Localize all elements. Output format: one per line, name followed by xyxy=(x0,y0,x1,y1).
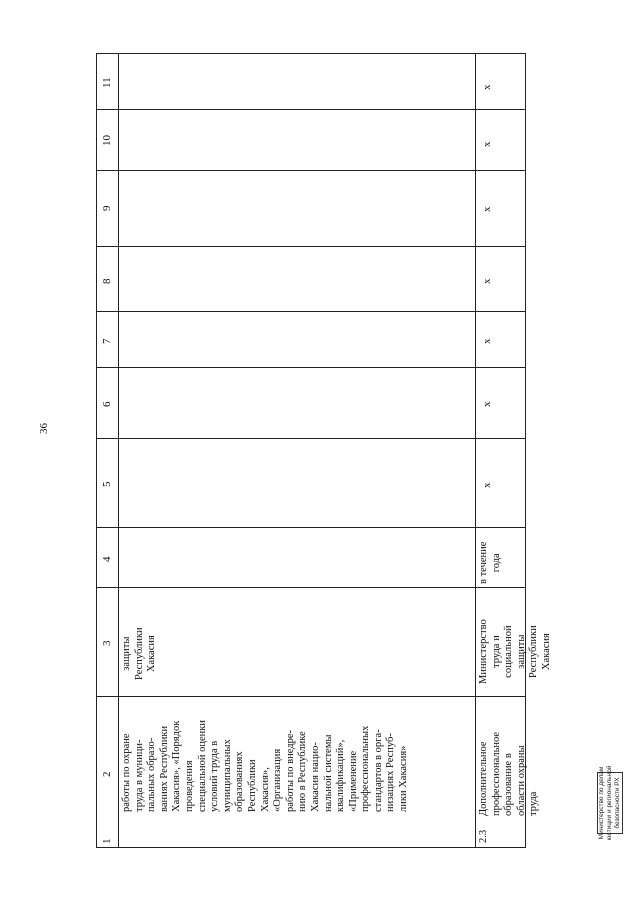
cell-mark-col-11: x xyxy=(481,84,493,90)
header-col-4: 4 xyxy=(101,556,113,562)
header-col-2: 2 xyxy=(101,771,113,777)
header-col-10: 10 xyxy=(101,135,113,146)
grid-line xyxy=(97,109,525,110)
grid-line xyxy=(97,438,525,439)
grid-line xyxy=(475,54,476,847)
cell-executor-continued: защиты Республики Хакасия xyxy=(121,627,158,680)
stamp-line: Министерство по делам xyxy=(598,766,605,840)
cell-mark-col-9: x xyxy=(481,206,493,212)
grid-line xyxy=(97,246,525,247)
cell-executor: Министерство труда и социальной защиты Республики Хакасия xyxy=(478,619,552,684)
cell-row-number: 2.3 xyxy=(478,829,489,843)
grid-line xyxy=(97,170,525,171)
registration-stamp xyxy=(597,765,623,841)
grid-line xyxy=(118,54,119,847)
header-col-5: 5 xyxy=(101,481,113,487)
stamp-line: безопасности РХ xyxy=(614,777,621,829)
cell-description: Дополнительное профессиональное образование в области охраны труда xyxy=(478,731,540,816)
header-col-11: 11 xyxy=(101,77,113,88)
cell-mark-col-8: x xyxy=(481,278,493,284)
grid-line xyxy=(97,587,525,588)
cell-mark-col-6: x xyxy=(481,401,493,407)
cell-description-continued: работы по охране труда в муници- пальных образо- ваниях Республики Хакасия», «Порядок проведения специальной оценки условий труда в муниципальных образованиях Республики Хакасия», «Организация работы по внедре- нию в Республике Хакасия нацио- нальной системы квалификаций», «Применение профессиональных стандартов в орга- низациях Респуб- лики Хакасия» xyxy=(121,720,410,812)
header-col-8: 8 xyxy=(101,278,113,284)
rotated-table xyxy=(96,53,552,848)
grid-line xyxy=(97,696,525,697)
cell-mark-col-5: x xyxy=(481,482,493,488)
grid-line xyxy=(97,311,525,312)
cell-mark-col-7: x xyxy=(481,338,493,344)
header-col-6: 6 xyxy=(101,401,113,407)
header-col-3: 3 xyxy=(101,640,113,646)
header-col-7: 7 xyxy=(101,338,113,344)
header-col-9: 9 xyxy=(101,205,113,211)
grid-line xyxy=(97,527,525,528)
grid-line xyxy=(97,367,525,368)
stamp-line: юстиции и региональной xyxy=(606,765,613,841)
page-number: 36 xyxy=(38,423,50,434)
cell-period: в течение года xyxy=(478,541,502,584)
header-col-1: 1 xyxy=(101,838,113,844)
cell-mark-col-10: x xyxy=(481,141,493,147)
